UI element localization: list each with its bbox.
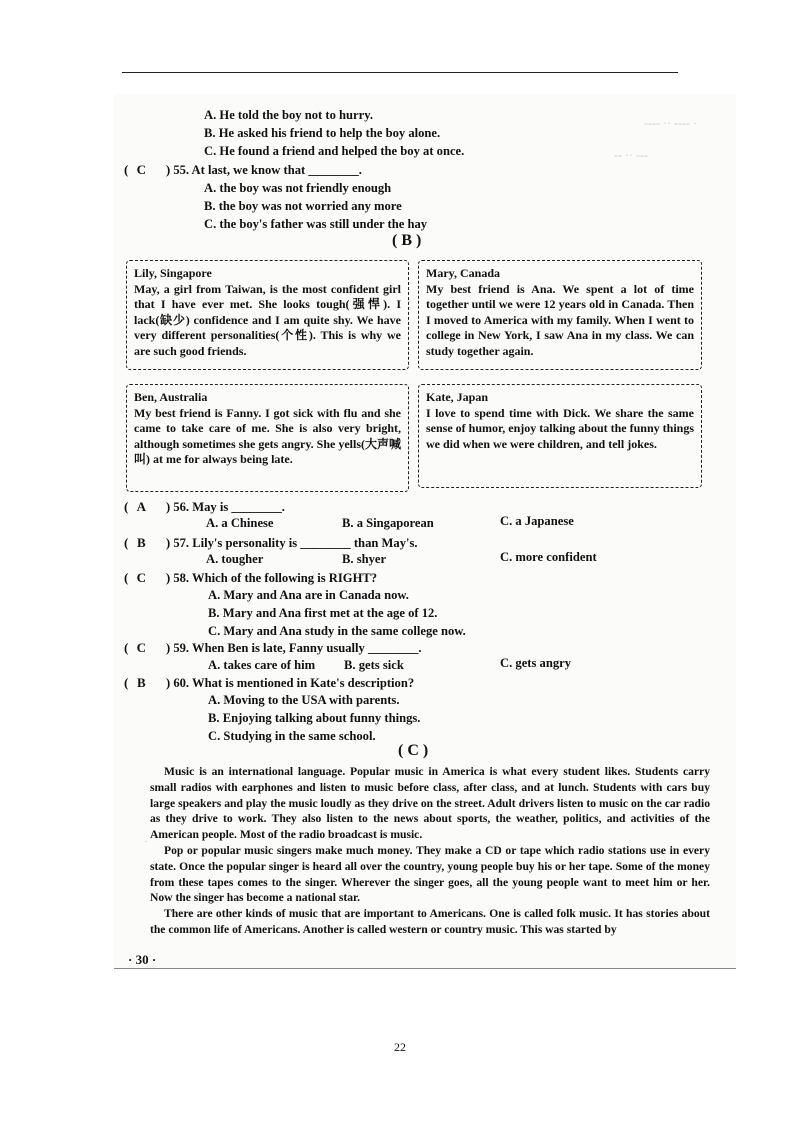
q57-option-b: B. shyer xyxy=(342,552,387,566)
q58-option-b: B. Mary and Ana first met at the age of 12. xyxy=(208,606,438,620)
q57-stem: ) 57. Lily's personality is ________ than May's. xyxy=(166,536,418,550)
q54-option-a: A. He told the boy not to hurry. xyxy=(204,108,373,122)
page-number: 22 xyxy=(394,1040,406,1054)
q56-answer: A xyxy=(136,499,147,514)
bleed-through-text: -- ·· --- xyxy=(614,148,648,162)
q60-option-c: C. Studying in the same school. xyxy=(208,729,376,743)
q55-option-a: A. the boy was not friendly enough xyxy=(204,181,392,195)
card-lily-text: May, a girl from Taiwan, is the most confident girl that I have ever met. She looks tough(强悍). I lack(缺少) confidence and I am quite shy. We have very different personalities(个性). This is why we are such good friends. xyxy=(134,281,401,358)
bleed-through-text: ---- ·· ---- · xyxy=(644,116,697,130)
q55-answer-slot: ( C xyxy=(124,162,154,178)
q58-answer: C xyxy=(136,570,147,585)
q59-option-a: A. takes care of him xyxy=(208,658,316,672)
card-lily-author: Lily, Singapore xyxy=(134,266,212,280)
passage-c-paragraph-3: There are other kinds of music that are important to Americans. One is called folk music. It has stories about the common life of Americans. Another is called western or country music. This was started by xyxy=(150,907,710,936)
q57-option-a: A. tougher xyxy=(206,552,264,566)
card-mary-text: My best friend is Ana. We spent a lot of time together until we were 12 years old in Canada. Then I moved to America with my family. When I went to college in New York, I saw Ana in my class. We can study together again. xyxy=(426,281,694,358)
bottom-rule xyxy=(114,968,736,969)
card-mary xyxy=(418,260,702,370)
card-lily xyxy=(126,260,409,370)
q59-option-c: C. gets angry xyxy=(500,656,572,670)
card-kate-text: I love to spend time with Dick. We share the same sense of humor, enjoy talking about the funny things we did when we were children, and tell jokes. xyxy=(426,405,694,451)
q56-option-a: A. a Chinese xyxy=(206,516,274,530)
q60-option-a: A. Moving to the USA with parents. xyxy=(208,693,400,707)
q57-answer-slot: ( B xyxy=(124,535,154,551)
q60-answer-slot: ( B xyxy=(124,675,154,691)
q59-answer: C xyxy=(136,640,147,655)
q58-stem: ) 58. Which of the following is RIGHT? xyxy=(166,571,378,585)
card-ben-text: My best friend is Fanny. I got sick with flu and she came to take care of me. She is also very bright, although sometimes she gets angry. She yells(大声喊叫) at me for always being late. xyxy=(134,405,402,467)
card-kate-author: Kate, Japan xyxy=(426,390,489,404)
top-rule xyxy=(122,72,678,73)
q60-option-b: B. Enjoying talking about funny things. xyxy=(208,711,421,725)
q58-option-c: C. Mary and Ana study in the same college now. xyxy=(208,624,466,638)
q56-option-b: B. a Singaporean xyxy=(342,516,434,530)
q56-answer-slot: ( A xyxy=(124,499,154,515)
q54-option-c: C. He found a friend and helped the boy at once. xyxy=(204,144,465,158)
q55-answer: C xyxy=(136,162,147,177)
q59-answer-slot: ( C xyxy=(124,640,154,656)
passage-c-paragraph-2: Pop or popular music singers make much money. They make a CD or tape which radio stations use in every state. Once the popular singer is heard all over the country, young people buy his or her tape. Some of the money from these tapes comes to the singer. Wherever the singer goes, all the young people want to meet him or her. Now the singer has become a national star. xyxy=(150,843,710,905)
q58-answer-slot: ( C xyxy=(124,570,154,586)
scanned-page xyxy=(114,94,736,970)
section-c-title: ( C ) xyxy=(398,742,429,759)
card-kate xyxy=(418,384,702,488)
q57-option-c: C. more confident xyxy=(500,550,597,564)
card-ben-author: Ben, Australia xyxy=(134,390,208,404)
q57-answer: B xyxy=(137,535,146,550)
q55-stem: ) 55. At last, we know that ________. xyxy=(166,163,362,177)
section-b-title: ( B ) xyxy=(392,232,422,249)
q55-option-c: C. the boy's father was still under the hay xyxy=(204,217,428,231)
scan-page-number: · 30 · xyxy=(128,952,157,967)
q58-option-a: A. Mary and Ana are in Canada now. xyxy=(208,588,409,602)
q59-stem: ) 59. When Ben is late, Fanny usually ________. xyxy=(166,641,422,655)
card-ben xyxy=(126,384,409,492)
passage-c xyxy=(150,764,710,938)
q60-stem: ) 60. What is mentioned in Kate's description? xyxy=(166,676,415,690)
q59-option-b: B. gets sick xyxy=(344,658,404,672)
card-mary-author: Mary, Canada xyxy=(426,266,501,280)
q55-option-b: B. the boy was not worried any more xyxy=(204,199,402,213)
q56-stem: ) 56. May is ________. xyxy=(166,500,285,514)
passage-c-paragraph-1: Music is an international language. Popular music in America is what every student likes. Students carry small radios with earphones and listen to music before class, after class, and at lunch. Students with cars buy large speakers and play the music loudly as they drive on the street. Adult drivers listen to music on the car radio as they drive to work. They also listen to the news about sports, the weather, politics, and activities of the American people. Most of the radio broadcast is music. xyxy=(150,765,710,842)
q56-option-c: C. a Japanese xyxy=(500,514,574,528)
q60-answer: B xyxy=(137,675,146,690)
q54-option-b: B. He asked his friend to help the boy alone. xyxy=(204,126,441,140)
bleed-through-text: · xyxy=(144,834,148,848)
